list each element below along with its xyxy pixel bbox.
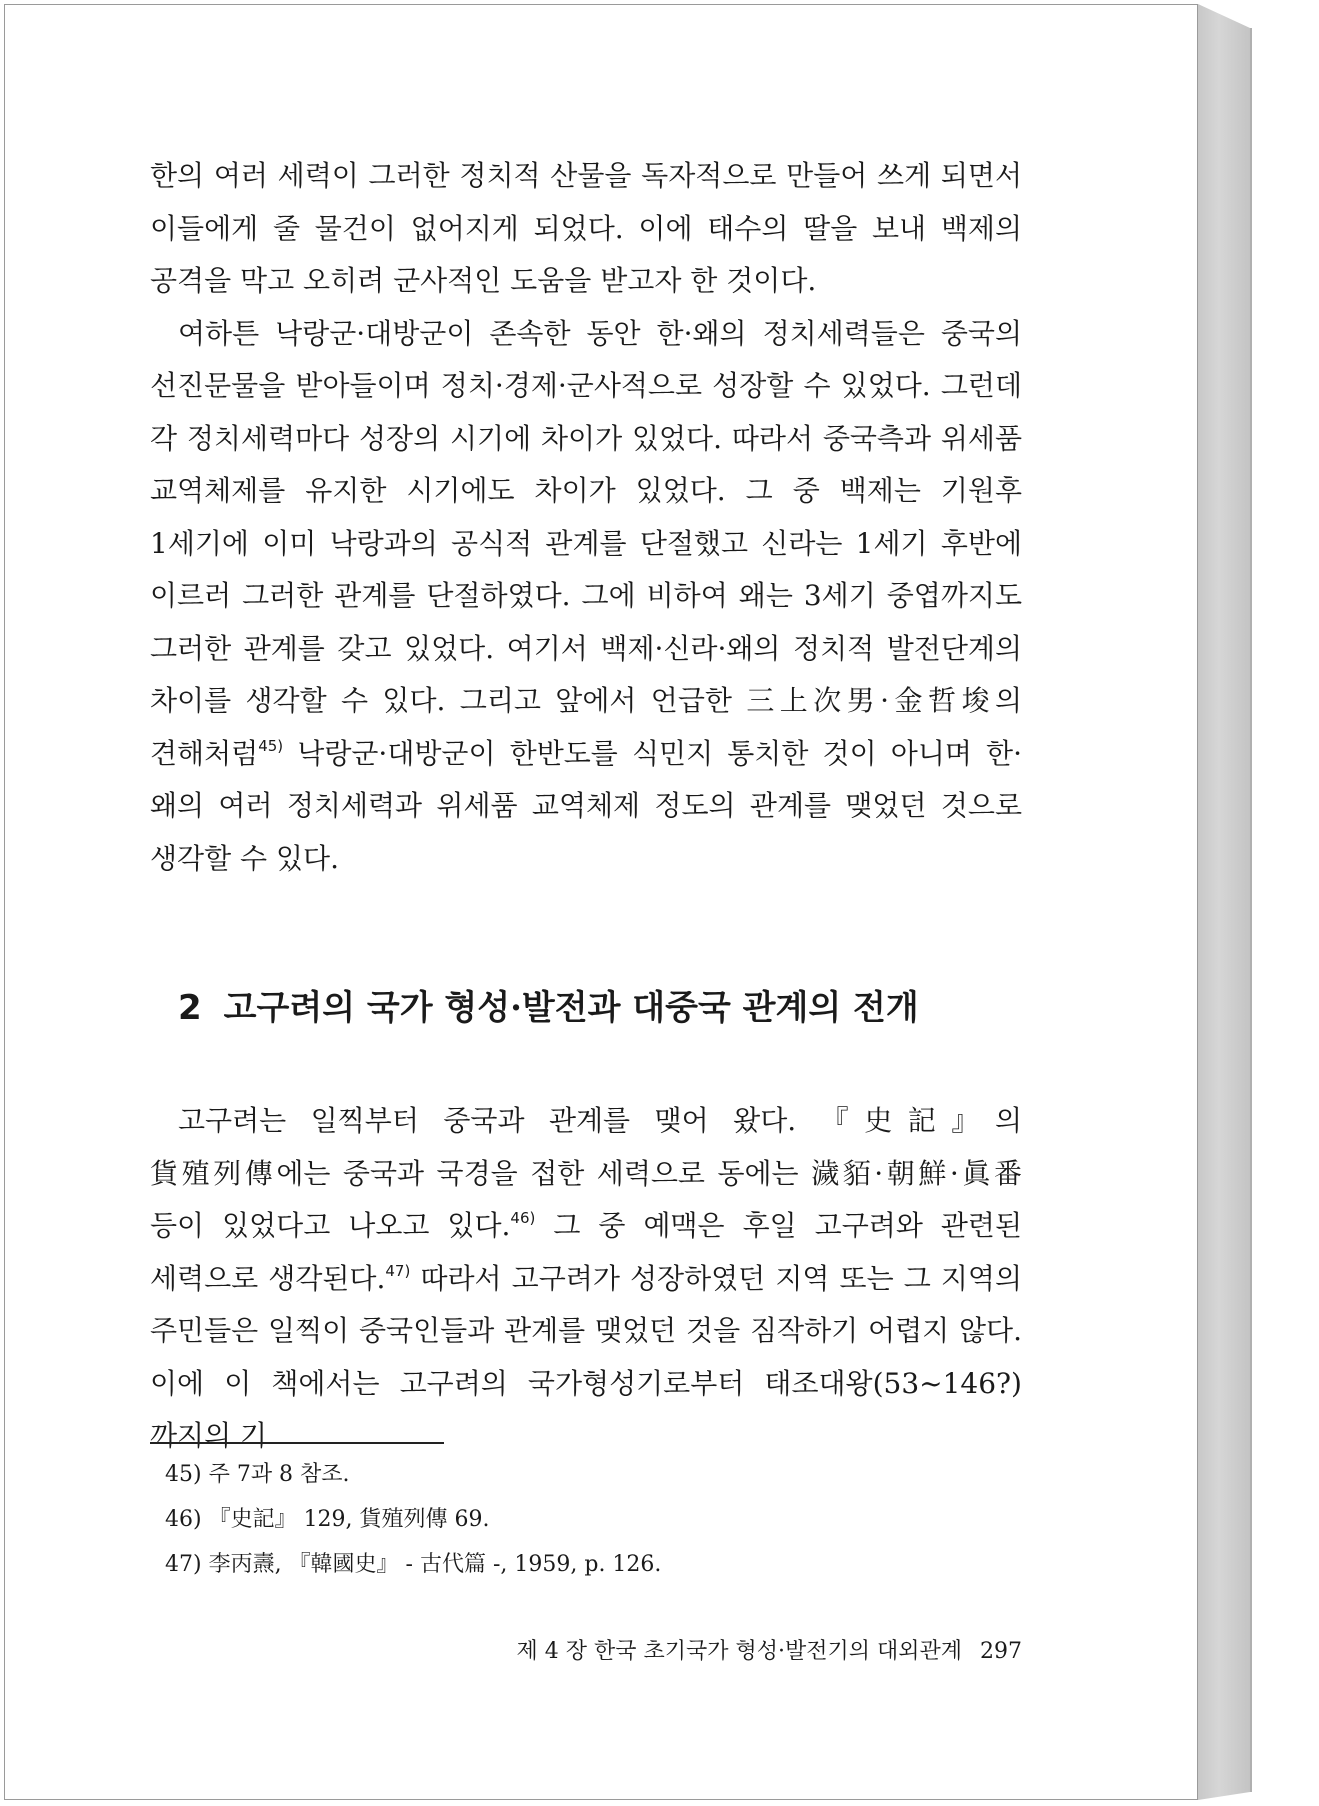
- page-edge-line: [1250, 28, 1252, 1792]
- chapter-title: 제 4 장 한국 초기국가 형성·발전기의 대외관계: [516, 1639, 962, 1664]
- body-text-top: [150, 150, 1022, 885]
- footnote-45: 45) 주 7과 8 참조.: [165, 1462, 350, 1487]
- section-title: 고구려의 국가 형성·발전과 대중국 관계의 전개: [223, 988, 919, 1028]
- footnotes: [165, 1452, 1005, 1587]
- running-footer: [480, 1632, 1022, 1672]
- paragraph-3: [150, 1095, 1022, 1463]
- paragraph-3-text-b: 그 중 예맥은 후일 고구려와 관련된 세력으로 생각된다.: [150, 1209, 1023, 1295]
- paragraph-1-text: 한의 여러 세력이 그러한 정치적 산물을 독자적으로 만들어 쓰게 되면서 이들에게 줄 물건이 없어지게 되었다. 이에 태수의 딸을 보내 백제의 공격을 막고 오히려 군사적인 도움을 받고자 한 것이다.: [150, 159, 1022, 297]
- paragraph-2-text-b: 낙랑군·대방군이 한반도를 식민지 통치한 것이 아니며 한·왜의 여러 정치세력과 위세품 교역체제 정도의 관계를 맺었던 것으로 생각할 수 있다.: [150, 736, 1022, 875]
- footnote-ref-47: 47): [385, 1261, 411, 1280]
- section-heading: [178, 986, 919, 1030]
- paragraph-1: [150, 150, 1022, 308]
- footnote-ref-45: 45): [258, 736, 284, 755]
- footnote-ref-46: 46): [510, 1209, 536, 1227]
- page-number: 297: [980, 1639, 1022, 1664]
- footnote-47: 47) 李丙燾, 『韓國史』 - 古代篇 -, 1959, p. 126.: [165, 1552, 662, 1577]
- paragraph-2-text-a: 여하튼 낙랑군·대방군이 존속한 동안 한·왜의 정치세력들은 중국의 선진문물을 받아들이며 정치·경제·군사적으로 성장할 수 있었다. 그런데 각 정치세력마다 성장의 시기에 차이가 있었다. 따라서 중국측과 위세품 교역체제를 유지한 시기에도 차이가 있었다. 그 중 백제는 기원후 1세기에 이미 낙랑과의 공식적 관계를 단절했고 신라는 1세기 후반에 이르러 그러한 관계를 단절하였다. 그에 비하여 왜는 3세기 중엽까지도 그러한 관계를 갖고 있었다. 여기서 백제·신라·왜의 정치적 발전단계의 차이를 생각할 수 있다. 그리고 앞에서 언급한 三上次男·金哲埈의 견해처럼: [150, 316, 1022, 770]
- paragraph-3-text-c: 따라서 고구려가 성장하였던 지역 또는 그 지역의 주민들은 일찍이 중국인들과 관계를 맺었던 것을 짐작하기 어렵지 않다. 이에 이 책에서는 고구려의 국가형성기로부터 태조대왕(53~146?)까지의 기: [150, 1261, 1023, 1452]
- page-edge-stack: [1198, 4, 1250, 1800]
- section-number: 2: [178, 988, 202, 1028]
- paragraph-2: [150, 308, 1022, 886]
- paragraph-3-text-a: 고구려는 일찍부터 중국과 관계를 맺어 왔다. 『史記』의 貨殖列傳에는 중국과 국경을 접한 세력으로 동에는 濊貊·朝鮮·眞番 등이 있었다고 나오고 있다.: [150, 1104, 1022, 1242]
- body-text-bottom: [150, 1095, 1022, 1463]
- footnote-divider: [150, 1442, 444, 1444]
- footnote-46: 46) 『史記』 129, 貨殖列傳 69.: [165, 1507, 490, 1532]
